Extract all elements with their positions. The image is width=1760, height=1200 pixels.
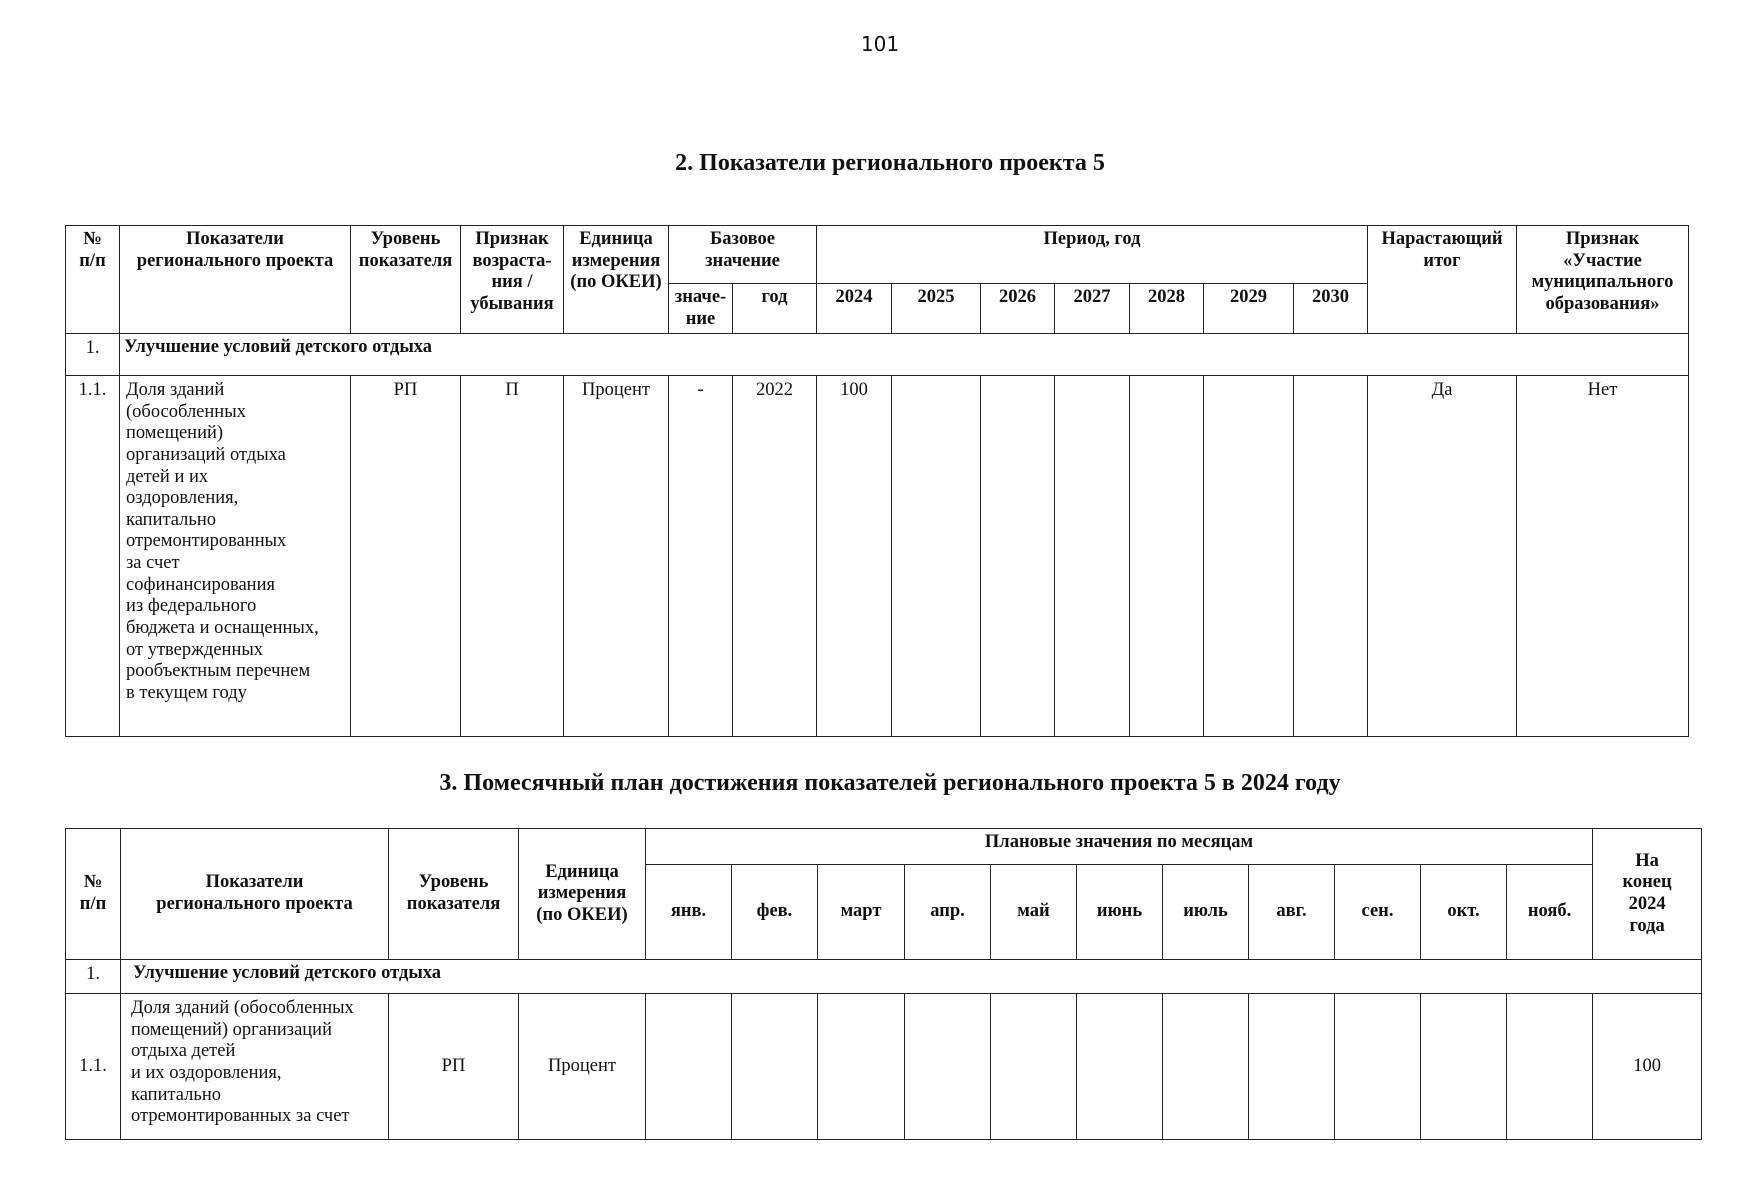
row-base-year: 2022 [733,376,817,737]
header-base-year: год [733,284,817,334]
header-month: июль [1163,865,1249,960]
header-month: июнь [1077,865,1163,960]
row-month-value [1421,994,1507,1140]
header-year: 2025 [892,284,981,334]
row-year-value [981,376,1055,737]
header-year: 2026 [981,284,1055,334]
header-plan: Плановые значения по месяцам [646,829,1593,865]
header-sign: Признак возраста- ния / убывания [461,226,564,334]
regional-indicators-table [65,225,1689,737]
row-month-value [991,994,1077,1140]
section-2-title: 2. Показатели регионального проекта 5 [675,150,1105,176]
row-indicator: Доля зданий (обособленных помещений) организаций отдыха детей и их оздоровления, капитально отремонтированных за счет софинансирования из федерального бюджета и оснащенных, от утвержденных pooбъектным перечнем в текущем году [120,376,351,737]
row-year-value [1204,376,1294,737]
row-end-of-year: 100 [1593,994,1702,1140]
header-num: № п/п [66,829,121,960]
header-cumulative: Нарастающий итог [1368,226,1517,334]
row-unit: Процент [519,994,646,1140]
header-period: Период, год [817,226,1368,284]
header-month: март [818,865,905,960]
row-month-value [818,994,905,1140]
header-year: 2030 [1294,284,1368,334]
header-unit: Единица измерения (по ОКЕИ) [564,226,669,334]
section-3-title: 3. Помесячный план достижения показателей регионального проекта 5 в 2024 году [439,770,1341,796]
header-year: 2029 [1204,284,1294,334]
row-municipal: Нет [1517,376,1689,737]
row-month-value [1249,994,1335,1140]
header-month: янв. [646,865,732,960]
row-num: 1.1. [66,994,121,1140]
row-month-value [646,994,732,1140]
header-year: 2024 [817,284,892,334]
header-indicator: Показатели регионального проекта [120,226,351,334]
monthly-plan-table [65,828,1702,1140]
header-level: Уровень показателя [351,226,461,334]
row-year-value [892,376,981,737]
row-cumulative: Да [1368,376,1517,737]
row-num: 1.1. [66,376,120,737]
row-month-value [1163,994,1249,1140]
row-month-value [732,994,818,1140]
page-number: 101 [860,32,900,56]
row-month-value [905,994,991,1140]
row-level: РП [351,376,461,737]
row-base-value: - [669,376,733,737]
header-base-value: значе- ние [669,284,733,334]
header-base: Базовое значение [669,226,817,284]
group-title: Улучшение условий детского отдыха [120,334,1689,376]
row-year-value [1294,376,1368,737]
row-unit: Процент [564,376,669,737]
header-month: май [991,865,1077,960]
header-month: фев. [732,865,818,960]
row-year-value [1130,376,1204,737]
header-indicator: Показатели регионального проекта [121,829,389,960]
group-num: 1. [66,960,121,994]
header-municipal: Признак «Участие муниципального образования» [1517,226,1689,334]
group-title: Улучшение условий детского отдыха [121,960,1702,994]
header-month: апр. [905,865,991,960]
header-month: авг. [1249,865,1335,960]
header-month: нояб. [1507,865,1593,960]
row-year-value: 100 [817,376,892,737]
row-indicator: Доля зданий (обособленных помещений) организаций отдыха детей и их оздоровления, капитально отремонтированных за счет [121,994,389,1140]
row-year-value [1055,376,1130,737]
header-end-of-year: На конец 2024 года [1593,829,1702,960]
group-num: 1. [66,334,120,376]
row-level: РП [389,994,519,1140]
row-month-value [1335,994,1421,1140]
header-num: № п/п [66,226,120,334]
row-sign: П [461,376,564,737]
row-month-value [1507,994,1593,1140]
header-level: Уровень показателя [389,829,519,960]
header-month: сен. [1335,865,1421,960]
header-year: 2028 [1130,284,1204,334]
header-month: окт. [1421,865,1507,960]
header-unit: Единица измерения (по ОКЕИ) [519,829,646,960]
row-month-value [1077,994,1163,1140]
header-year: 2027 [1055,284,1130,334]
